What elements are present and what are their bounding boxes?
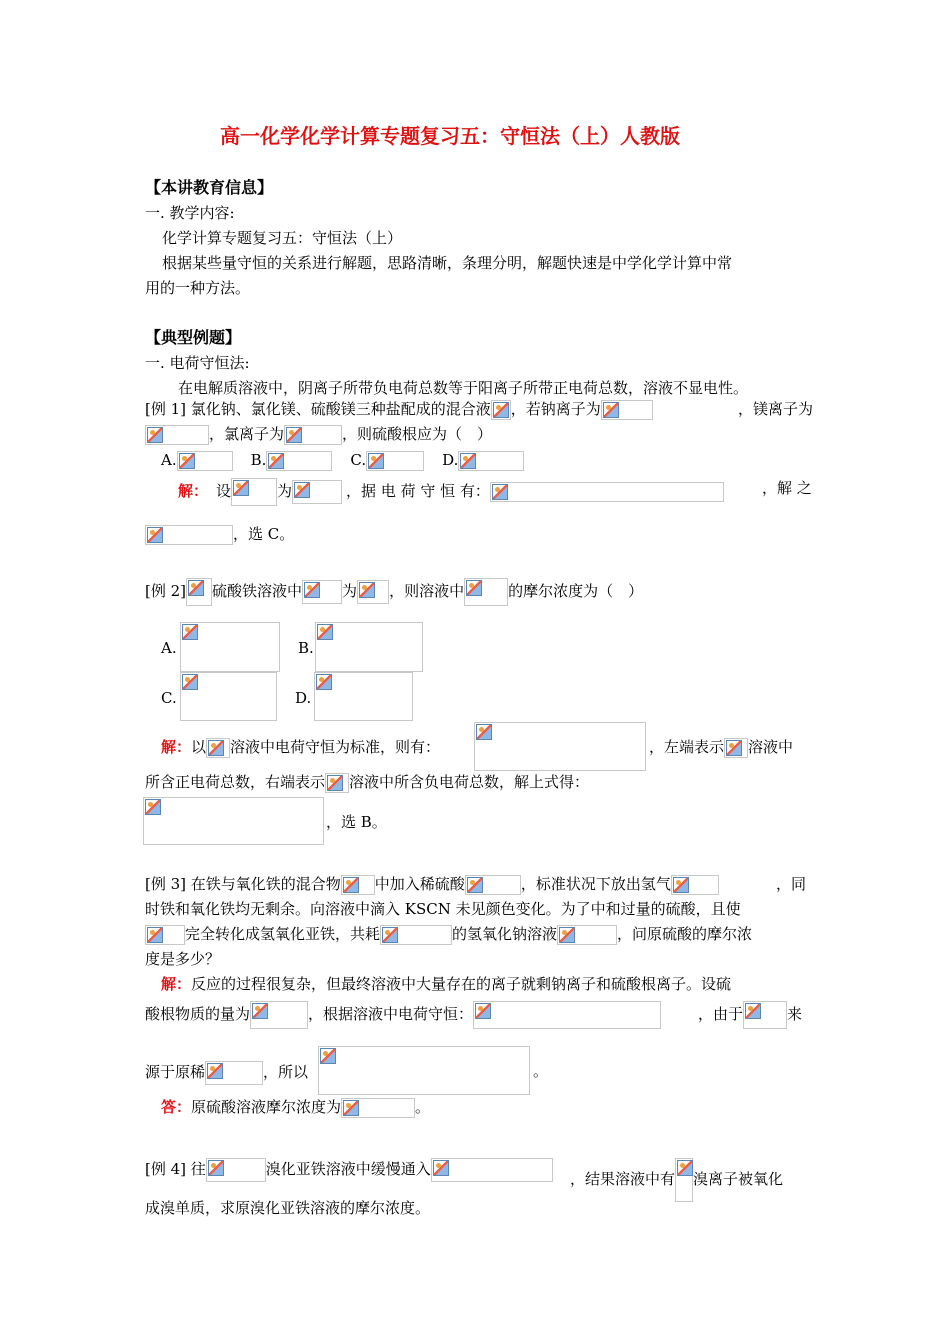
- example-1-line-1-end: ，镁离子为: [738, 400, 814, 418]
- image-placeholder-icon: [208, 1160, 224, 1176]
- formula-image: [473, 1001, 661, 1029]
- formula-image: [341, 1098, 415, 1118]
- example-1-solution: 解： 设 为 ，据 电 荷 守 恒 有：: [178, 478, 724, 506]
- example-3-solution-line-2: 酸根物质的量为 ，根据溶液中电荷守恒：: [145, 1001, 661, 1029]
- image-placeholder-icon: [466, 580, 482, 596]
- formula-image: [292, 480, 342, 504]
- example-2-option-b-label: B.: [298, 639, 314, 657]
- image-placeholder-icon: [317, 624, 333, 640]
- example-4-line-2: 成溴单质，求原溴化亚铁溶液的摩尔浓度。: [145, 1199, 431, 1217]
- image-placeholder-icon: [368, 453, 384, 469]
- image-placeholder-icon: [475, 1003, 491, 1019]
- image-placeholder-icon: [460, 453, 476, 469]
- option-b-formula: [266, 451, 332, 471]
- topic-line: 化学计算专题复习五：守恒法（上）: [162, 229, 403, 247]
- image-placeholder-icon: [208, 740, 224, 756]
- image-placeholder-icon: [726, 740, 742, 756]
- image-placeholder-icon: [559, 927, 575, 943]
- section-heading-info: 【本讲教育信息】: [145, 178, 274, 197]
- image-placeholder-icon: [673, 877, 689, 893]
- example-1-line-2: ，氯离子为 ，则硫酸根应为（ ）: [145, 424, 492, 445]
- example-3-solution-line-2-end: ，由于 来: [698, 1001, 802, 1029]
- example-3-line-1-end: ，同: [776, 875, 807, 893]
- example-3-line-3: 完全转化成氢氧化亚铁，共耗 的氢氧化钠溶液 ，问原硫酸的摩尔浓: [145, 924, 752, 945]
- formula-image: [380, 925, 452, 945]
- formula-image: [743, 1001, 787, 1029]
- example-1-options: A. B. C. D.: [161, 450, 524, 471]
- section-heading-examples: 【典型例题】: [145, 328, 242, 347]
- option-c-formula: [366, 451, 424, 471]
- image-placeholder-icon: [147, 927, 163, 943]
- image-placeholder-icon: [493, 402, 509, 418]
- formula-image: [231, 478, 277, 506]
- example-4-line-1: [例 4] 往 溴化亚铁溶液中缓慢通入: [145, 1158, 553, 1182]
- example-3-answer: 答：原硫酸溶液摩尔浓度为 。: [161, 1098, 431, 1116]
- image-placeholder-icon: [286, 427, 302, 443]
- image-placeholder-icon: [359, 582, 375, 598]
- image-placeholder-icon: [467, 877, 483, 893]
- example-2-option-a-label: A.: [161, 639, 177, 657]
- option-d-formula: [314, 672, 413, 721]
- image-placeholder-icon: [677, 1160, 693, 1176]
- section-subheading: 一. 电荷守恒法:: [145, 354, 250, 372]
- image-placeholder-icon: [304, 582, 320, 598]
- example-1-answer: ，选 C。: [145, 524, 294, 545]
- formula-image: [464, 578, 508, 606]
- image-placeholder-icon: [179, 453, 195, 469]
- formula-image: [302, 580, 342, 604]
- example-2-solution-cont: ，左端表示 溶液中: [649, 738, 794, 756]
- formula-image: [206, 1158, 266, 1182]
- formula-image: [431, 1158, 553, 1182]
- example-2-option-c-label: C.: [161, 689, 177, 707]
- image-placeholder-icon: [343, 1100, 359, 1116]
- image-placeholder-icon: [476, 724, 492, 740]
- intro-line: 在电解质溶液中，阴离子所带负电荷总数等于阳离子所带正电荷总数，溶液不显电性。: [178, 379, 749, 397]
- image-placeholder-icon: [252, 1003, 268, 1019]
- image-placeholder-icon: [188, 580, 204, 596]
- option-a-formula: [180, 622, 280, 672]
- formula-image: [671, 875, 719, 895]
- formula-image: [284, 425, 342, 445]
- formula-image: [143, 797, 324, 845]
- example-3-line-1: [例 3] 在铁与氧化铁的混合物 中加入稀硫酸 ，标准状况下放出氢气: [145, 874, 719, 895]
- image-placeholder-icon: [433, 1160, 449, 1176]
- image-placeholder-icon: [603, 402, 619, 418]
- image-placeholder-icon: [327, 775, 343, 791]
- option-d-formula: [458, 451, 524, 471]
- image-placeholder-icon: [343, 877, 359, 893]
- formula-image: [490, 482, 724, 502]
- image-placeholder-icon: [382, 927, 398, 943]
- formula-image: [145, 925, 185, 945]
- image-placeholder-icon: [145, 799, 161, 815]
- example-2-option-d-label: D.: [295, 689, 312, 707]
- section-subheading: 一. 教学内容:: [145, 204, 235, 222]
- example-4-line-1-end: ，结果溶液中有 溴离子被氧化: [570, 1158, 783, 1202]
- page-title: 高一化学化学计算专题复习五：守恒法（上）人教版: [220, 124, 680, 148]
- option-a-formula: [177, 451, 233, 471]
- formula-image: [145, 425, 209, 445]
- image-placeholder-icon: [233, 480, 249, 496]
- formula-image: [205, 1061, 263, 1085]
- example-2-answer: ，选 B。: [326, 813, 387, 831]
- example-2-solution: 解：以 溶液中电荷守恒为标准，则有：: [161, 738, 441, 756]
- formula-image: [250, 1001, 308, 1029]
- formula-image: [601, 400, 653, 420]
- example-3-solution-line-3: 源于原稀 ，所以: [145, 1061, 308, 1085]
- example-1-line-1: [例 1] 氯化钠、氯化镁、硫酸镁三种盐配成的混合液 ，若钠离子为: [145, 399, 653, 420]
- formula-image: [474, 722, 646, 771]
- image-placeholder-icon: [745, 1003, 761, 1019]
- formula-image: [465, 875, 521, 895]
- image-placeholder-icon: [294, 482, 310, 498]
- example-2-solution-line-2: 所含正电荷总数，右端表示 溶液中所含负电荷总数，解上式得：: [145, 773, 590, 791]
- formula-image: [341, 875, 375, 895]
- option-c-formula: [180, 672, 277, 721]
- image-placeholder-icon: [316, 674, 332, 690]
- image-placeholder-icon: [147, 527, 163, 543]
- formula-image: [491, 400, 511, 420]
- image-placeholder-icon: [207, 1063, 223, 1079]
- image-placeholder-icon: [147, 427, 163, 443]
- image-placeholder-icon: [182, 674, 198, 690]
- formula-image: [357, 580, 389, 604]
- formula-image: [318, 1046, 530, 1095]
- formula-image: [675, 1158, 693, 1202]
- example-2-line-1: [例 2] 硫酸铁溶液中 为 ，则溶液中 的摩尔浓度为（ ）: [145, 578, 643, 606]
- example-1-solution-end: ，解 之: [762, 479, 812, 497]
- formula-image: [206, 738, 230, 758]
- image-placeholder-icon: [320, 1048, 336, 1064]
- description-line: 根据某些量守恒的关系进行解题，思路清晰，条理分明，解题快速是中学化学计算中常: [162, 254, 733, 272]
- example-3-solution-line-3-end: 。: [533, 1062, 549, 1080]
- image-placeholder-icon: [268, 453, 284, 469]
- formula-image: [724, 738, 748, 758]
- formula-image: [145, 525, 233, 545]
- example-3-solution: 解：反应的过程很复杂，但最终溶液中大量存在的离子就剩钠离子和硫酸根离子。设硫: [161, 975, 732, 993]
- formula-image: [186, 578, 212, 606]
- example-3-line-2: 时铁和氧化铁均无剩余。向溶液中滴入 KSCN 未见颜色变化。为了中和过量的硫酸，且使: [145, 900, 741, 918]
- description-line: 用的一种方法。: [145, 279, 251, 297]
- image-placeholder-icon: [182, 624, 198, 640]
- example-3-line-4: 度是多少？: [145, 950, 221, 968]
- option-b-formula: [315, 622, 423, 672]
- formula-image: [325, 773, 349, 793]
- image-placeholder-icon: [492, 484, 508, 500]
- formula-image: [557, 925, 617, 945]
